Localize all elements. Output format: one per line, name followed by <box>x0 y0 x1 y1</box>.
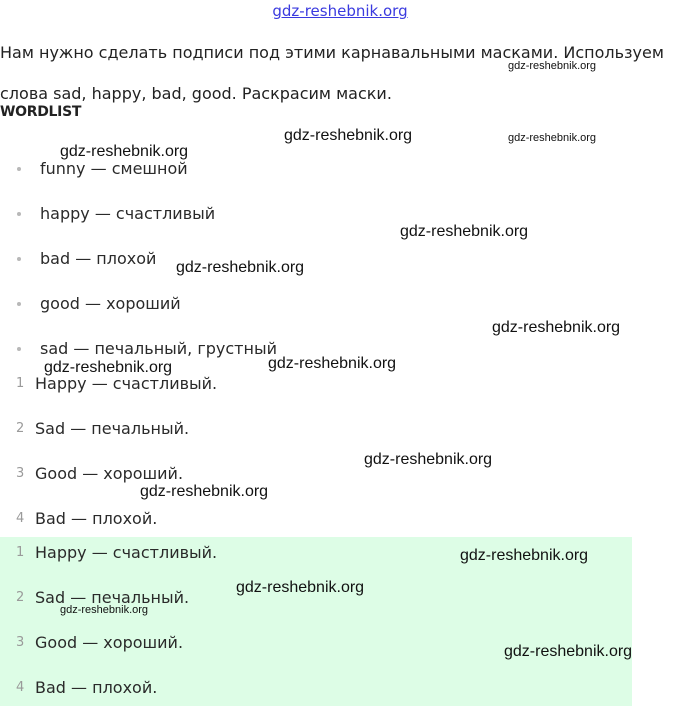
line-number: 4 <box>16 680 25 695</box>
watermark: gdz-reshebnik.org <box>284 127 413 144</box>
watermark: gdz-reshebnik.org <box>460 547 589 564</box>
site-header-link[interactable]: gdz-reshebnik.org <box>272 2 408 20</box>
bullet-icon <box>17 302 21 306</box>
wordlist-item-text: sad — печальный, грустный <box>40 339 277 358</box>
watermark: gdz-reshebnik.org <box>140 483 269 500</box>
bullet-icon <box>17 167 21 171</box>
wordlist-item-text: bad — плохой <box>40 249 157 268</box>
line-number: 1 <box>16 376 25 391</box>
watermark: gdz-reshebnik.org <box>492 319 621 336</box>
watermark: gdz-reshebnik.org <box>508 60 597 72</box>
wordlist-item-text: good — хороший <box>40 294 181 313</box>
answer-key-line <box>0 677 632 722</box>
answer-line <box>0 463 632 508</box>
wordlist-item-text: happy — счастливый <box>40 204 216 223</box>
bullet-icon <box>17 212 21 216</box>
watermark: gdz-reshebnik.org <box>60 143 189 160</box>
line-number: 2 <box>16 421 25 436</box>
answer-line <box>0 418 632 463</box>
answer-key-text: Bad — плохой. <box>35 678 158 697</box>
answer-text: Sad — печальный. <box>35 419 190 438</box>
watermark: gdz-reshebnik.org <box>60 604 149 616</box>
answer-key-text: Happy — счастливый. <box>35 543 218 562</box>
watermark: gdz-reshebnik.org <box>44 359 173 376</box>
watermark: gdz-reshebnik.org <box>268 355 397 372</box>
intro-paragraph: Нам нужно сделать подписи под этими карнавальными масками. Используем слова sad, happy, bad, good. Раскрасим маски. <box>0 43 664 103</box>
watermark: gdz-reshebnik.org <box>400 223 529 240</box>
wordlist-heading: WORDLIST <box>0 104 82 120</box>
answer-text: Happy — счастливый. <box>35 374 218 393</box>
line-number: 3 <box>16 466 25 481</box>
watermark: gdz-reshebnik.org <box>364 451 493 468</box>
answer-text: Good — хороший. <box>35 464 184 483</box>
line-number: 3 <box>16 635 25 650</box>
bullet-icon <box>17 257 21 261</box>
watermark: gdz-reshebnik.org <box>504 643 633 660</box>
answer-key-text: Sad — печальный. <box>35 588 190 607</box>
line-number: 1 <box>16 545 25 560</box>
line-number: 2 <box>16 590 25 605</box>
watermark: gdz-reshebnik.org <box>236 579 365 596</box>
wordlist-item-text: funny — смешной <box>40 159 188 178</box>
answers-list <box>0 373 632 553</box>
watermark: gdz-reshebnik.org <box>176 259 305 276</box>
answer-text: Bad — плохой. <box>35 509 158 528</box>
line-number: 4 <box>16 511 25 526</box>
answer-key-text: Good — хороший. <box>35 633 184 652</box>
watermark: gdz-reshebnik.org <box>508 132 597 144</box>
bullet-icon <box>17 347 21 351</box>
answer-line <box>0 373 632 418</box>
